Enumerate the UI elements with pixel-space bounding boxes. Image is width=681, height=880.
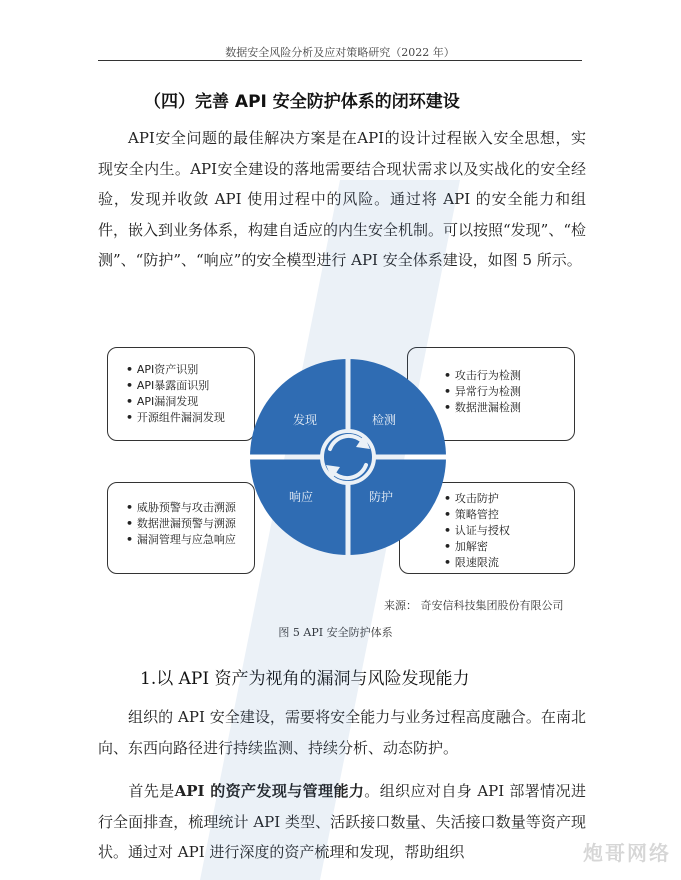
section-title: （四）完善 API 安全防护体系的闭环建设: [144, 92, 460, 112]
discover-box: [107, 347, 255, 441]
quadrant-label-respond: 响应: [289, 490, 314, 504]
paragraph-intro-text: API安全问题的最佳解决方案是在API的设计过程嵌入安全思想，实现安全内生。API安全建设的落地需要结合现状需求以及实战化的安全经验，发现并收敛 API 使用过程中的风险。通过将 API 的安全能力和组件，嵌入到业务体系，构建自适应的内生安全机制。可以按照“发现”、“检测”、“防护”、“响应”的安全模型进行 API 安全体系建设，如图 5 所示。: [98, 129, 587, 269]
corner-watermark: 炮哥网络: [583, 841, 671, 865]
detect-item: • 数据泄漏检测: [444, 400, 574, 416]
paragraph-lead: 首先是: [128, 782, 175, 800]
quadrant-label-protect: 防护: [369, 490, 394, 504]
running-header: 数据安全风险分析及应对策略研究（2022 年）: [225, 46, 455, 59]
figure-source: 来源： 奇安信科技集团股份有限公司: [384, 599, 564, 612]
respond-list: [126, 500, 254, 548]
detect-list: [444, 368, 574, 416]
protect-item: • 策略管控: [444, 507, 574, 523]
discover-item: • API漏洞发现: [126, 394, 254, 410]
respond-item: • 数据泄漏预警与溯源: [126, 516, 254, 532]
paragraph-integration-text: 组织的 API 安全建设，需要将安全能力与业务过程高度融合。在南北向、东西向路径进行持续监测、持续分析、动态防护。: [98, 708, 586, 757]
protect-list: [444, 491, 574, 571]
figure-caption-text: 图 5 API 安全防护体系: [278, 626, 393, 639]
subsection-title: 1.以 API 资产为视角的漏洞与风险发现能力: [140, 669, 470, 689]
discover-item: • API暴露面识别: [126, 378, 254, 394]
protect-item: • 加解密: [444, 539, 574, 555]
discover-item: • 开源组件漏洞发现: [126, 410, 254, 426]
quadrant-label-detect: 检测: [372, 413, 397, 427]
detect-item: • 攻击行为检测: [444, 368, 574, 384]
paragraph-asset-discovery: [98, 776, 586, 868]
header-rule: [98, 60, 582, 61]
protect-item: • 认证与授权: [444, 523, 574, 539]
protect-item: • 限速限流: [444, 555, 574, 571]
api-security-diagram: [107, 344, 577, 576]
respond-item: • 漏洞管理与应急响应: [126, 532, 254, 548]
paragraph-intro: [98, 123, 586, 276]
figure-caption: [0, 624, 681, 640]
paragraph-bold-phrase: API 的资产发现与管理能力: [174, 782, 365, 800]
protect-item: • 攻击防护: [444, 491, 574, 507]
paragraph-rest: 。组织应对自身 API 部署情况进行全面排查，梳理统计 API 类型、活跃接口数量、失活接口数量等资产现状。通过对 API 进行深度的资产梳理和发现，帮助组织: [98, 782, 586, 861]
respond-item: • 威胁预警与攻击溯源: [126, 500, 254, 516]
respond-box: [107, 482, 255, 574]
discover-item: • API资产识别: [126, 362, 254, 378]
detect-item: • 异常行为检测: [444, 384, 574, 400]
paragraph-integration: [98, 702, 586, 763]
discover-list: [126, 362, 254, 426]
security-cycle-circle: [248, 357, 448, 557]
quadrant-label-discover: 发现: [293, 413, 318, 427]
